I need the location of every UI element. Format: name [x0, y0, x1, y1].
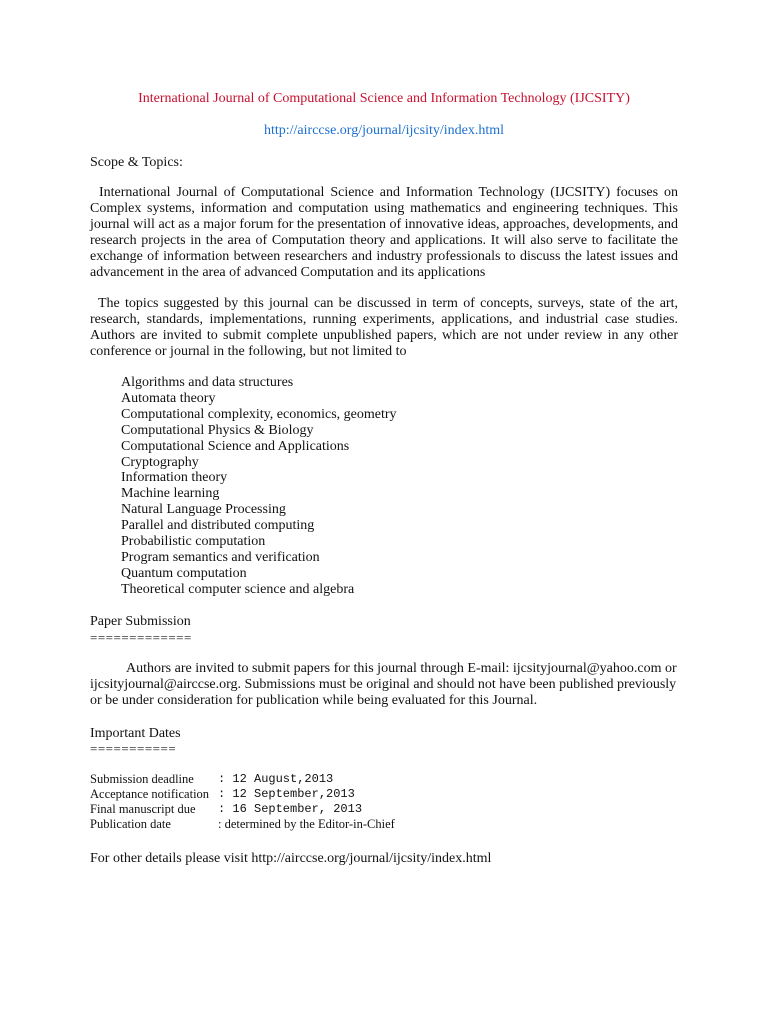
- journal-url-link[interactable]: http://airccse.org/journal/ijcsity/index.html: [263, 123, 505, 138]
- date-label: Final manuscript due: [90, 802, 196, 816]
- date-row: [90, 787, 395, 802]
- date-value: : determined by the Editor-in-Chief: [218, 817, 395, 831]
- date-row: [90, 772, 395, 787]
- topic-item: Theoretical computer science and algebra: [121, 581, 355, 597]
- submission-heading: Paper Submission: [90, 614, 191, 629]
- scope-heading: Scope & Topics:: [90, 155, 183, 170]
- topic-item: Computational Science and Applications: [121, 438, 350, 454]
- topic-item: Machine learning: [121, 486, 220, 502]
- topic-item: Quantum computation: [121, 565, 247, 581]
- submission-rule: =============: [90, 630, 192, 645]
- topic-item: Information theory: [121, 470, 228, 486]
- topic-item: Cryptography: [121, 454, 199, 470]
- topic-item: Parallel and distributed computing: [121, 518, 315, 534]
- date-row: [90, 802, 395, 817]
- topics-list: [121, 375, 397, 598]
- scope-paragraph: International Journal of Computational Science and Information Technology (IJCSITY) focuses on Complex systems, information and computation using mathematics and engineering techniques. This journal will act as a major forum for the presentation of innovative ideas, approaches, developments, and research projects in the area of Computation theory and applications. It will also serve to facilitate the exchange of information between researchers and industry professionals to discuss the latest issues and advancement in the area of advanced Computation and its applications: [90, 185, 678, 280]
- date-label: Submission deadline: [90, 772, 194, 786]
- date-value: : 12 August,2013: [218, 772, 334, 786]
- date-value: : 16 September, 2013: [218, 802, 363, 816]
- topic-item: Computational complexity, economics, geometry: [121, 406, 397, 422]
- date-label: Publication date: [90, 817, 171, 831]
- footer-text: For other details please visit http://airccse.org/journal/ijcsity/index.html: [90, 851, 492, 866]
- dates-rule: ===========: [90, 741, 177, 756]
- topic-item: Algorithms and data structures: [121, 375, 294, 390]
- topic-item: Computational Physics & Biology: [121, 422, 314, 438]
- submission-paragraph: Authors are invited to submit papers for this journal through E-mail: ijcsityjournal@yahoo.com or ijcsityjournal@airccse.org. Submissions must be original and should not have been published previously or be under consideration for publication while being evaluated for this Journal.: [90, 661, 677, 708]
- important-dates-table: [90, 772, 395, 832]
- topics-paragraph: The topics suggested by this journal can be discussed in term of concepts, surveys, state of the art, research, standards, implementations, running experiments, applications, and industrial case studies. Authors are invited to submit complete unpublished papers, which are not under review in any other conference or journal in the following, but not limited to: [90, 296, 678, 359]
- date-row: [90, 817, 395, 832]
- date-label: Acceptance notification: [90, 787, 210, 801]
- dates-heading: Important Dates: [90, 726, 181, 741]
- journal-title: International Journal of Computational Science and Information Technology (IJCSITY): [138, 91, 630, 106]
- date-value: : 12 September,2013: [218, 787, 355, 801]
- topic-item: Natural Language Processing: [121, 502, 286, 518]
- topic-item: Automata theory: [121, 390, 216, 406]
- topic-item: Probabilistic computation: [121, 534, 266, 550]
- topic-item: Program semantics and verification: [121, 549, 320, 565]
